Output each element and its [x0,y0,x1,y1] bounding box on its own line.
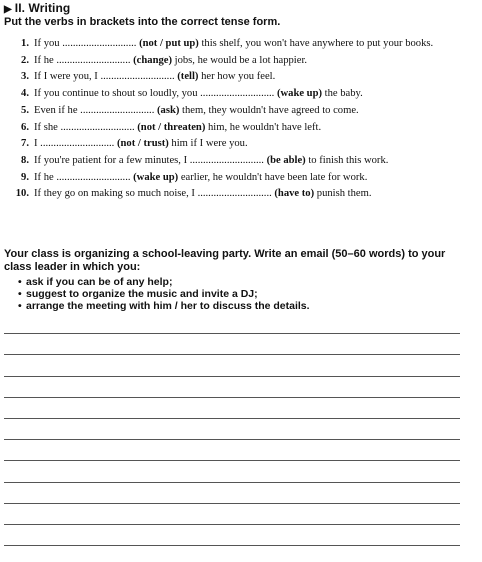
answer-line[interactable] [4,334,460,355]
item-number: 10. [15,188,29,200]
writing-task-prompt: Your class is organizing a school-leaving party. Write an email (50–60 words) to your class leader in which you: [4,248,446,273]
item-text-before: Even if he ............................ [34,104,157,116]
item-number: 7. [21,138,29,150]
answer-lines [4,313,460,546]
exercise-item-1 [0,36,482,53]
item-number: 6. [21,121,29,133]
verb-prompt: (wake up) [133,171,179,183]
answer-line[interactable] [4,377,460,398]
exercise-list [0,36,482,203]
item-text-after: him, he wouldn't have left. [205,121,322,133]
answer-line[interactable] [4,461,460,482]
item-number: 1. [21,38,29,49]
item-number: 5. [21,104,29,116]
task-bullet: • suggest to organize the music and invite a DJ; [18,288,310,300]
verb-prompt: (ask) [157,104,180,116]
triangle-right-icon: ▶ [4,4,12,15]
item-text-after: earlier, he wouldn't have been late for work. [178,171,368,183]
verb-prompt: (tell) [177,71,199,83]
item-text-after: this shelf, you won't have anywhere to put your books. [198,38,434,49]
verb-prompt: (not / put up) [139,38,199,49]
answer-line[interactable] [4,355,460,376]
answer-line[interactable] [4,504,460,525]
item-text-after: him if I were you. [168,138,248,150]
item-number: 3. [21,71,29,83]
item-text-after: punish them. [314,188,372,200]
verb-prompt: (not / trust) [116,138,169,150]
exercise-item-2 [0,53,482,70]
answer-line[interactable] [4,440,460,461]
exercise-item-7 [0,136,482,153]
exercise-item-9 [0,170,482,187]
item-text-after: the baby. [322,88,363,100]
answer-line[interactable] [4,419,460,440]
verb-prompt: (wake up) [276,88,322,100]
answer-line[interactable] [4,483,460,504]
task-bullet-list [18,276,310,312]
section-heading [4,1,70,15]
exercise-item-4 [0,86,482,103]
exercise-item-5 [0,103,482,120]
item-text-before: If you continue to shout so loudly, you ............................ [34,88,277,100]
item-text-before: If you're patient for a few minutes, I ............................ [34,154,267,166]
exercise-item-8 [0,153,482,170]
item-number: 4. [21,88,29,100]
item-number: 8. [21,154,29,166]
item-number: 9. [21,171,29,183]
item-text-after: her how you feel. [198,71,276,83]
task-bullet: • arrange the meeting with him / her to discuss the details. [18,300,310,312]
exercise-item-6 [0,120,482,137]
exercise-item-3 [0,69,482,86]
item-text-before: I ............................ [34,138,117,150]
item-text-before: If he ............................ [34,171,134,183]
item-text-before: If he ............................ [34,54,134,66]
answer-line[interactable] [4,313,460,334]
item-text-before: If they go on making so much noise, I ............................ [34,188,275,200]
verb-prompt: (change) [133,54,172,66]
verb-prompt: (be able) [266,154,306,166]
item-text-after: to finish this work. [305,154,389,166]
answer-line[interactable] [4,525,460,546]
answer-line[interactable] [4,398,460,419]
item-text-before: If I were you, I ............................ [34,71,178,83]
exercise-instruction: Put the verbs in brackets into the correct tense form. [4,16,281,28]
section-title: II. Writing [14,1,71,15]
item-text-after: jobs, he would be a lot happier. [172,54,308,66]
verb-prompt: (have to) [274,188,315,200]
verb-prompt: (not / threaten) [137,121,206,133]
item-text-after: them, they wouldn't have agreed to come. [179,104,359,116]
task-bullet: • ask if you can be of any help; [18,276,310,288]
exercise-item-10 [0,186,482,203]
item-number: 2. [21,54,29,66]
item-text-before: If she ............................ [34,121,138,133]
item-text-before: If you ............................ [34,38,140,49]
